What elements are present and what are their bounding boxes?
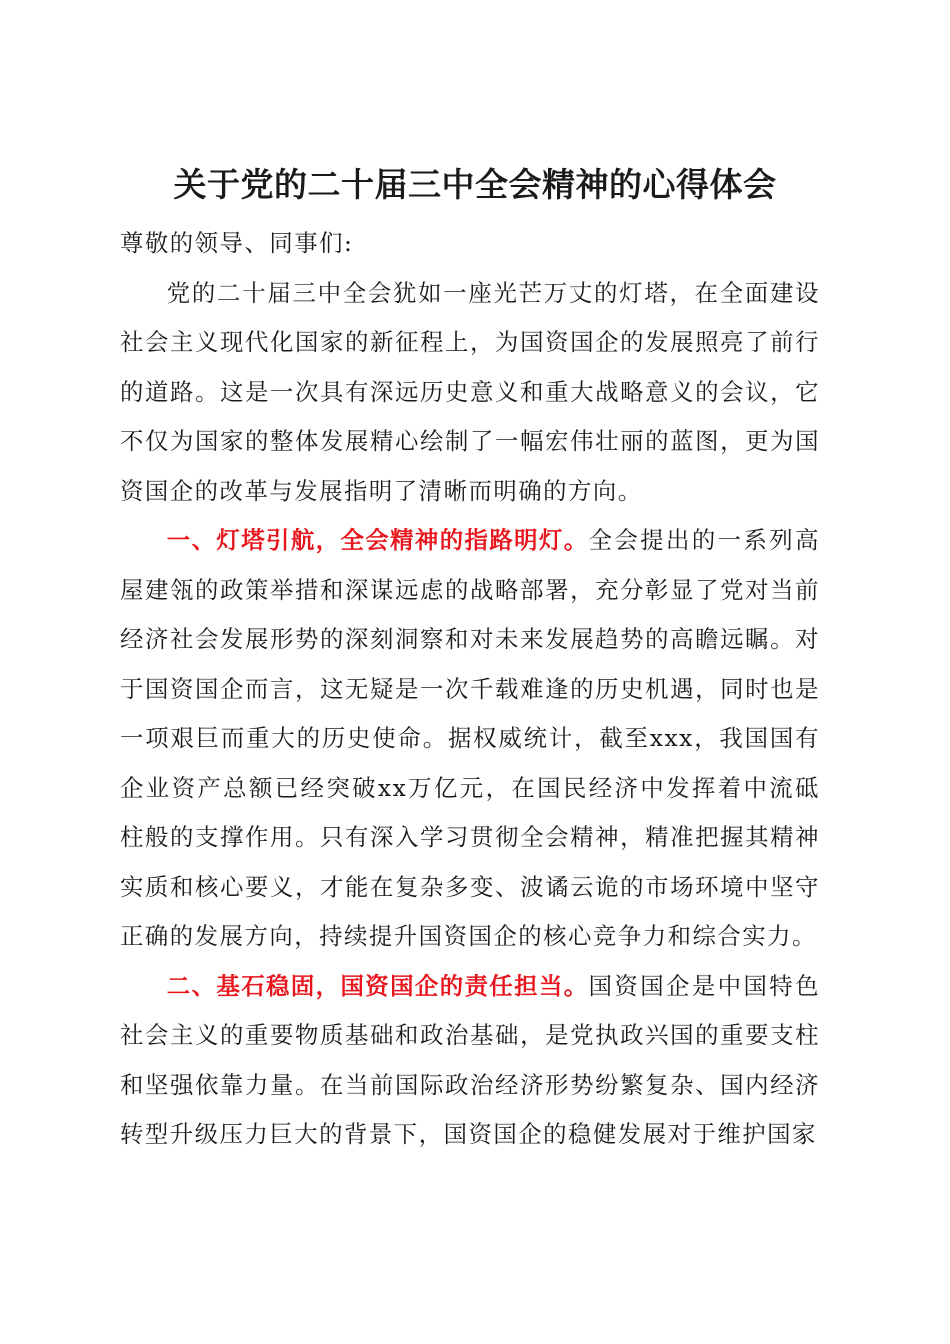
section-1-heading: 一、灯塔引航，全会精神的指路明灯。	[166, 526, 589, 554]
paragraph-section-2	[120, 962, 820, 1160]
paragraph-intro	[120, 269, 820, 517]
salutation: 尊敬的领导、同事们:	[120, 229, 354, 257]
document-title: 关于党的二十届三中全会精神的心得体会	[173, 165, 777, 204]
document-body	[120, 219, 820, 1160]
section-1-text: 全会提出的一系列高屋建瓴的政策举措和深谋远虑的战略部署，充分彰显了党对当前经济社会发展形势的深刻洞察和对未来发展趋势的高瞻远瞩。对于国资国企而言，这无疑是一次千载难逢的历史机遇，同时也是一项艰巨而重大的历史使命。据权威统计，截至xxx，我国国有企业资产总额已经突破xx万亿元，在国民经济中发挥着中流砥柱般的支撑作用。只有深入学习贯彻全会精神，精准把握其精神实质和核心要义，才能在复杂多变、波谲云诡的市场环境中坚守正确的发展方向，持续提升国资国企的核心竞争力和综合实力。	[120, 526, 820, 950]
paragraph-section-1	[120, 516, 820, 962]
section-2-heading: 二、基石稳固，国资国企的责任担当。	[166, 971, 589, 1000]
section-2-text: 国资国企是中国特色社会主义的重要物质基础和政治基础，是党执政兴国的重要支柱和坚强依靠力量。在当前国际政治经济形势纷繁复杂、国内经济转型升级压力巨大的背景下，国资国企的稳健发展对于维护国家	[120, 971, 820, 1148]
paragraph-intro-text: 党的二十届三中全会犹如一座光芒万丈的灯塔，在全面建设社会主义现代化国家的新征程上，为国资国企的发展照亮了前行的道路。这是一次具有深远历史意义和重大战略意义的会议，它不仅为国家的整体发展精心绘制了一幅宏伟壮丽的蓝图，更为国资国企的改革与发展指明了清晰而明确的方向。	[120, 278, 820, 505]
